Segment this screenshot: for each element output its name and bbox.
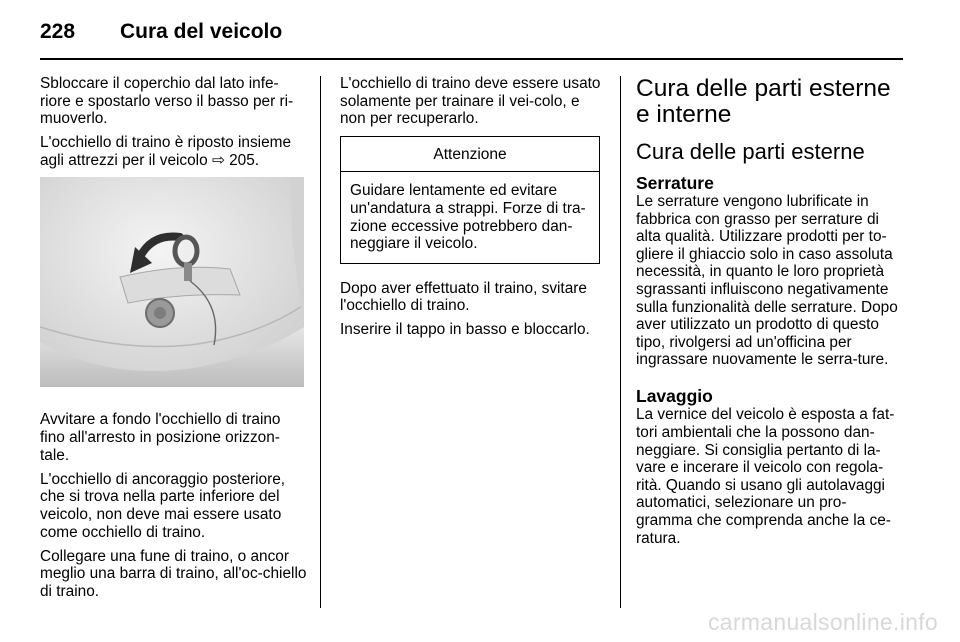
chapter-title: Cura del veicolo (120, 20, 283, 43)
column-left (40, 75, 308, 607)
paragraph: Inserire il tappo in basso e bloccarlo. (340, 321, 590, 339)
paragraph: L'occhiello di ancoraggio posteriore, che si trova nella parte inferiore del veicolo, non deve mai essere usato come occhiello di traino. (40, 470, 286, 541)
lavaggio-text: La vernice del veicolo è esposta a fat-tori ambientali che la possono dan-neggiare. Si consiglia pertanto di la-vare e incerare il veicolo con regola-rità. Quando si usano gli autolavaggi automatici, selezionare un pro-gramma che comprenda anche la ce-ratura. (636, 406, 895, 547)
column-middle (340, 75, 605, 346)
paragraph: Dopo aver effettuato il traino, svitare l'occhiello di traino. (340, 279, 587, 315)
serrature-heading: Serrature (636, 173, 714, 193)
paragraph: Avvitare a fondo l'occhiello di traino fino all'arresto in posizione orizzon-tale. (40, 411, 281, 464)
page-number: 228 (40, 20, 76, 43)
paragraph: Collegare una fune di traino, o ancor meglio una barra di traino, all'oc-chiello di traino. (40, 547, 307, 600)
page-reference-arrow-icon: ⇨ (211, 151, 225, 169)
notice-title: Attenzione (341, 137, 599, 173)
section-heading: Cura delle parti esterne e interne (636, 75, 891, 128)
warning-notice-box (340, 136, 600, 264)
paragraph: Sbloccare il coperchio dal lato infe-riore e spostarlo verso il basso per ri-muoverlo. (40, 75, 294, 128)
paragraph: L'occhiello di traino deve essere usato solamente per trainare il vei-colo, e non per recuperarlo. (340, 75, 601, 128)
column-divider (620, 76, 621, 608)
serrature-text: Le serrature vengono lubrificate in fabbrica con grasso per serrature di alta qualità. Utilizzare prodotti per to-gliere il ghiaccio solo in caso assoluta necessità, in quanto le loro proprietà sgrassanti influiscono negativamente sulla funzionalità delle serrature. Dopo aver utilizzato un prodotto di questo tipo, rivolgersi ad un'officina per ingrassare nuovamente le serra-ture. (636, 193, 898, 369)
column-divider (320, 76, 321, 608)
lavaggio-heading: Lavaggio (636, 386, 713, 407)
column-right (636, 75, 902, 554)
paragraph-with-reference: L'occhiello di traino è riposto insieme agli attrezzi per il veicolo ⇨ 205. (40, 134, 292, 169)
notice-body: Guidare lentamente ed evitare un'andatura a strappi. Forze di tra-zione eccessive potrebbero dan-neggiare il veicolo. (350, 182, 586, 253)
header-rule (40, 58, 903, 60)
subsection-heading: Cura delle parti esterne (636, 139, 865, 164)
tow-eye-illustration (40, 177, 304, 387)
watermark: carmanualsonline.info (707, 609, 938, 635)
page-reference[interactable]: 205. (224, 151, 260, 169)
